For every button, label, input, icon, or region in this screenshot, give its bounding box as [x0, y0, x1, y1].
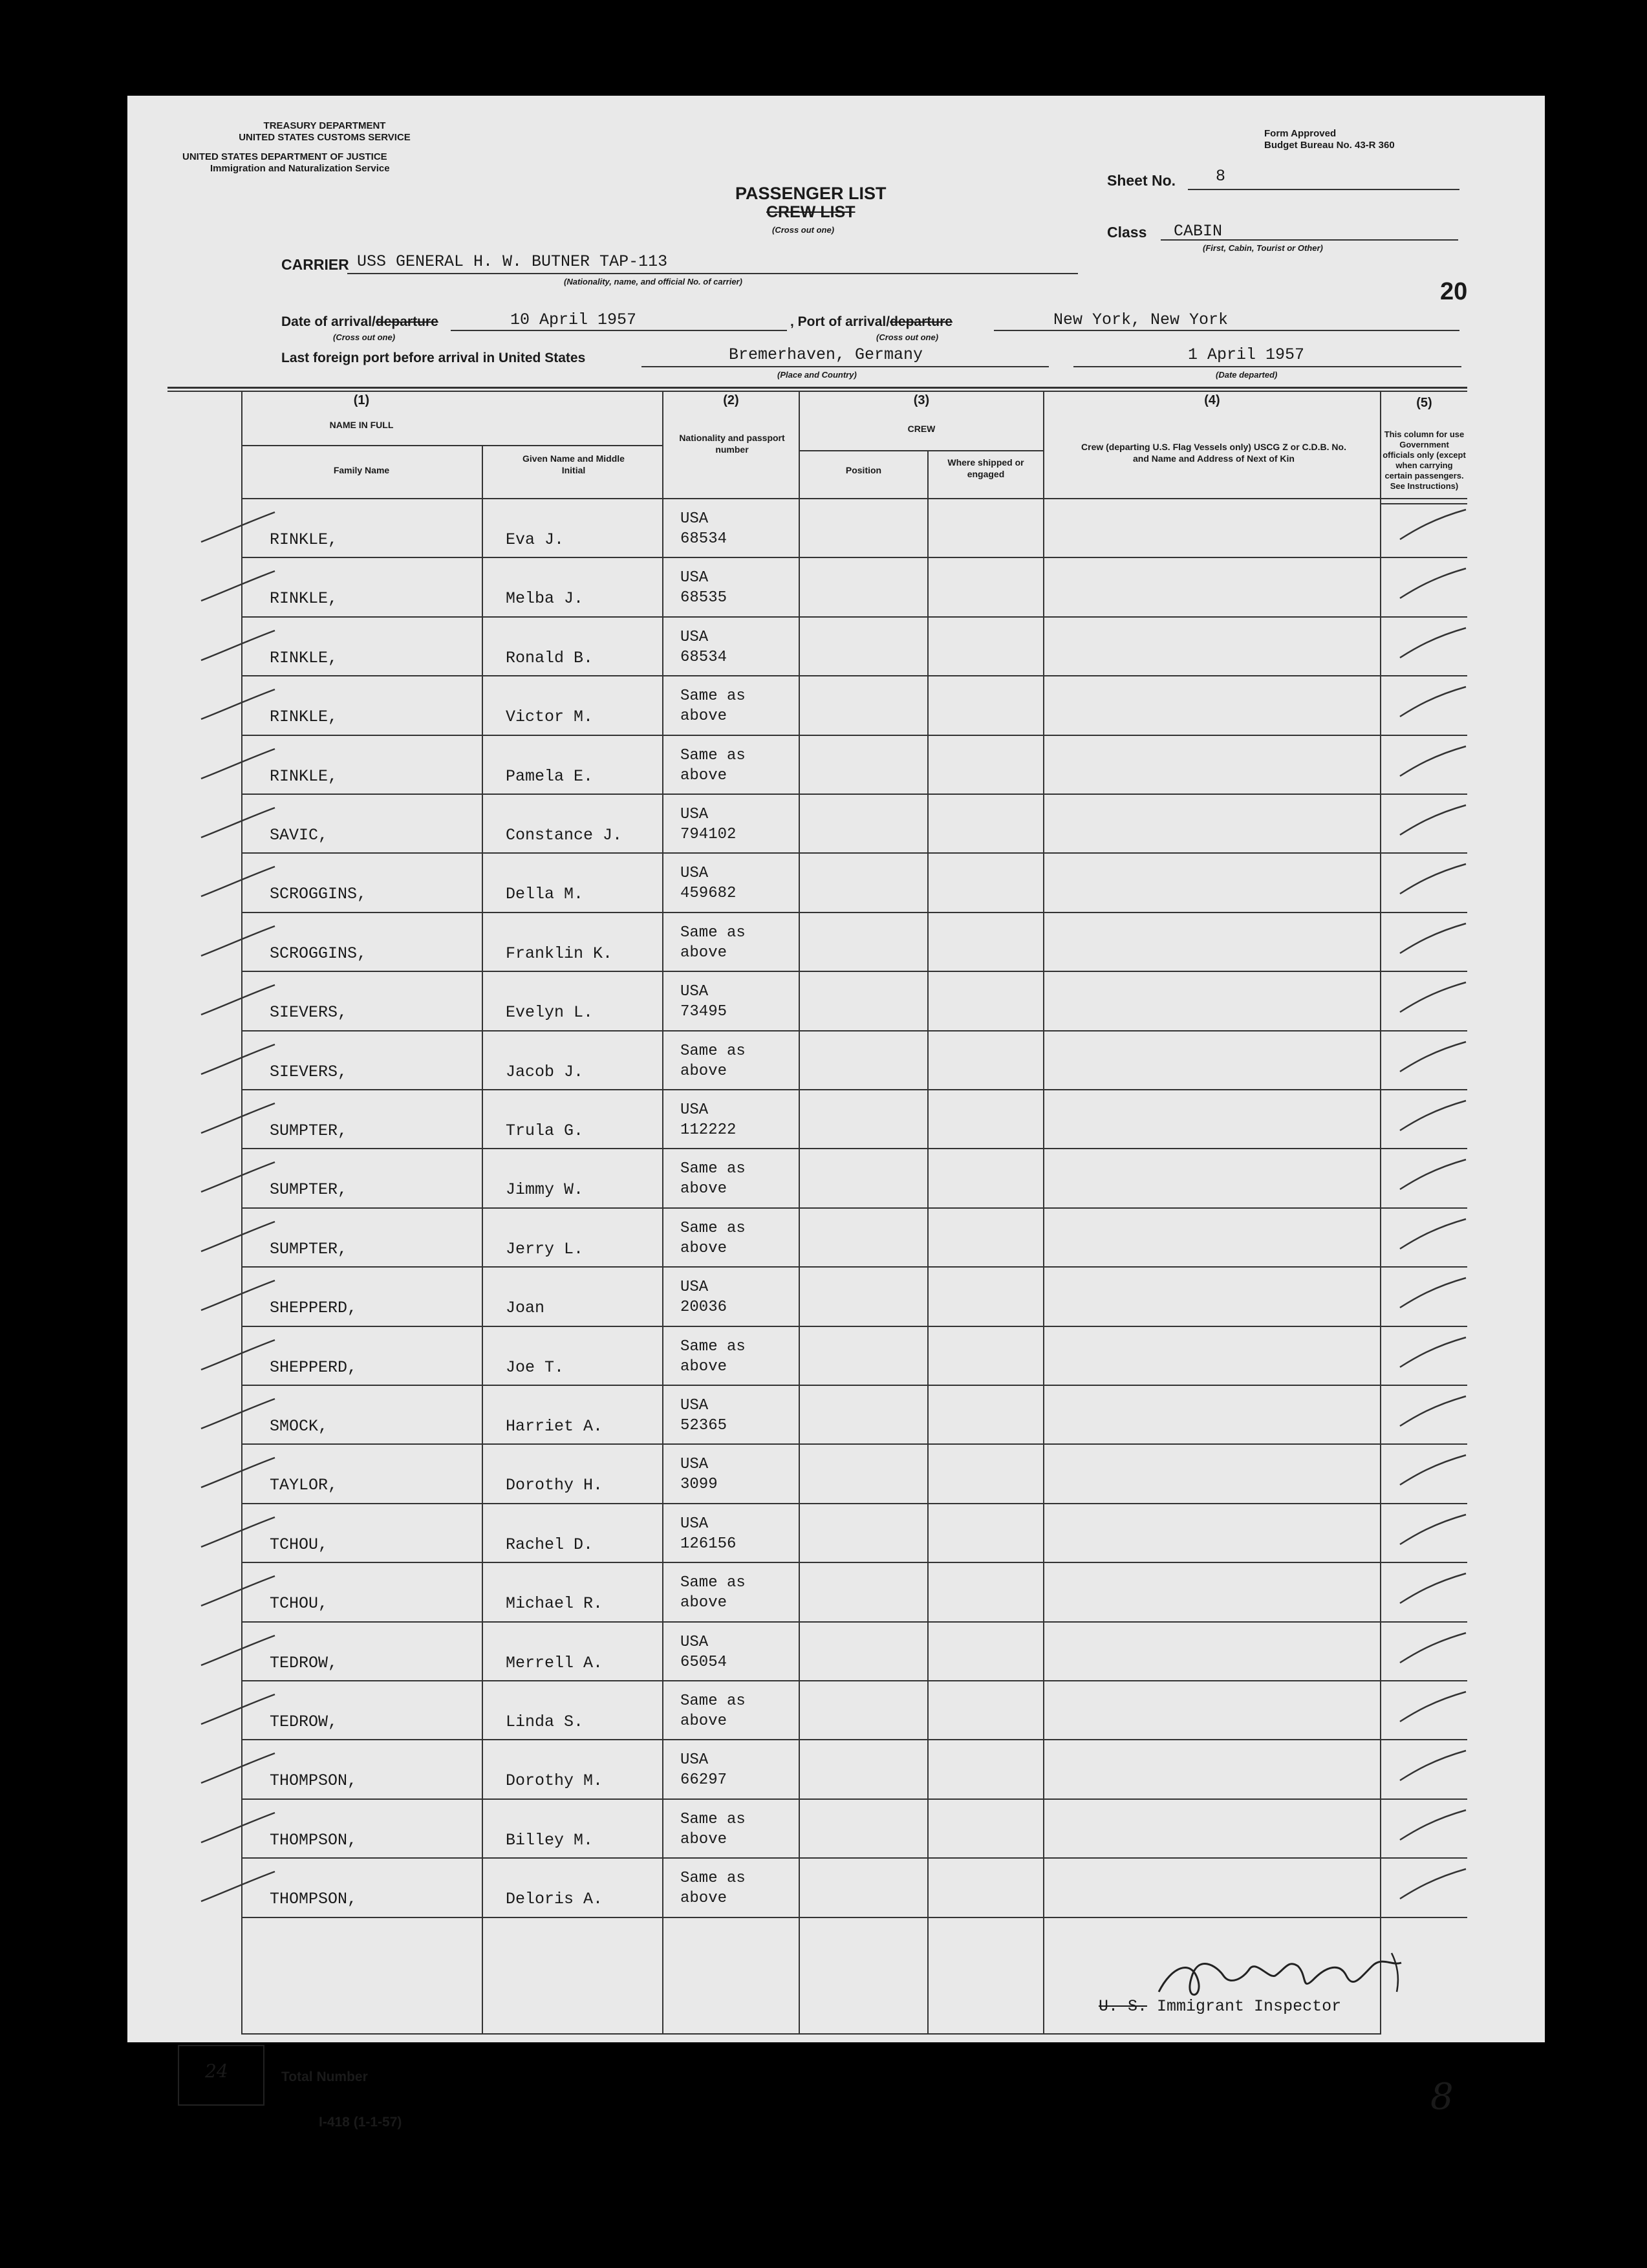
row-divider — [241, 1089, 1467, 1090]
row-divider — [241, 1562, 1467, 1563]
family-name: RINKLE, — [270, 530, 338, 549]
passport-number: 794102 — [680, 826, 737, 843]
page-number: 20 — [1440, 278, 1468, 305]
form-title: PASSENGER LIST — [735, 184, 887, 203]
carrier-hint: (Nationality, name, and official No. of carrier) — [564, 277, 742, 286]
check-mark-icon — [1395, 742, 1472, 781]
col1-number: (1) — [353, 393, 370, 407]
passport-number: 20036 — [680, 1299, 727, 1317]
margin-check-icon — [199, 1335, 276, 1374]
family-name: TAYLOR, — [270, 1476, 338, 1495]
passport-number: above — [680, 1357, 727, 1376]
row-divider — [241, 1326, 1467, 1327]
nationality: Same as — [680, 746, 746, 764]
row-divider — [241, 1207, 1467, 1209]
row-divider — [241, 735, 1467, 736]
margin-check-icon — [199, 1866, 276, 1905]
row-divider — [241, 1443, 1467, 1445]
given-name: Eva J. — [506, 530, 565, 549]
port-value: New York, New York — [1053, 310, 1229, 329]
col4-number: (4) — [1204, 393, 1220, 407]
col3-title: CREW — [907, 424, 936, 434]
nationality: USA — [680, 1751, 709, 1769]
row-divider — [241, 1385, 1467, 1386]
row-divider — [241, 1266, 1467, 1268]
check-mark-icon — [1395, 1274, 1472, 1313]
family-name: THOMPSON, — [270, 1830, 358, 1850]
given-name: Melba J. — [506, 589, 584, 609]
check-mark-icon — [1395, 1156, 1472, 1194]
sheet-value: 8 — [1216, 167, 1226, 186]
col1a-header: Family Name — [333, 465, 390, 475]
check-mark-icon — [1395, 1511, 1472, 1550]
check-mark-icon — [1395, 1097, 1472, 1136]
nationality: Same as — [680, 1870, 746, 1888]
check-mark-icon — [1395, 920, 1472, 958]
margin-check-icon — [199, 803, 276, 841]
row-divider — [241, 1680, 1467, 1681]
family-name: SCROGGINS, — [270, 885, 367, 904]
margin-check-icon — [199, 744, 276, 783]
check-mark-icon — [1395, 1451, 1472, 1490]
family-name: TEDROW, — [270, 1653, 338, 1672]
total-box — [178, 2045, 264, 2106]
departed-value: 1 April 1957 — [1188, 345, 1305, 364]
passport-number: above — [680, 1830, 727, 1848]
col5-number: (5) — [1416, 396, 1432, 410]
carrier-value: USS GENERAL H. W. BUTNER TAP-113 — [357, 252, 668, 271]
given-name: Trula G. — [506, 1121, 584, 1140]
passport-number: 68534 — [680, 648, 727, 666]
nationality: USA — [680, 1279, 709, 1297]
passport-number: above — [680, 1594, 727, 1612]
passport-number: 52365 — [680, 1417, 727, 1434]
family-name: RINKLE, — [270, 766, 338, 786]
margin-check-icon — [199, 507, 276, 546]
family-name: TEDROW, — [270, 1712, 338, 1731]
passport-number: 68534 — [680, 530, 727, 548]
row-divider — [241, 1917, 1467, 1918]
check-mark-icon — [1395, 565, 1472, 603]
margin-check-icon — [199, 1098, 276, 1137]
col3a-header: Position — [845, 465, 882, 475]
family-name: RINKLE, — [270, 648, 338, 667]
arrival-date-hint: (Cross out one) — [333, 332, 396, 342]
nationality: Same as — [680, 1337, 746, 1355]
row-divider — [241, 971, 1467, 972]
agency-customs: UNITED STATES CUSTOMS SERVICE — [239, 132, 411, 143]
margin-check-icon — [199, 1394, 276, 1432]
given-name: Dorothy M. — [506, 1771, 603, 1791]
nationality: USA — [680, 806, 709, 823]
margin-check-icon — [199, 921, 276, 960]
row-divider — [241, 1621, 1467, 1623]
port-hint: (Cross out one) — [876, 332, 939, 342]
margin-check-icon — [199, 980, 276, 1019]
col4-header: Crew (departing U.S. Flag Vessels only) USCG Z or C.D.B. No. and Name and Address of Next of Kin — [1081, 442, 1346, 464]
arrival-date-label: Date of arrival/departure — [281, 314, 438, 329]
passport-number: 68535 — [680, 589, 727, 607]
row-divider — [241, 794, 1467, 795]
given-name: Rachel D. — [506, 1535, 594, 1554]
nationality: USA — [680, 1397, 709, 1414]
agency-ins: Immigration and Naturalization Service — [210, 163, 390, 174]
arrival-date-value: 10 April 1957 — [510, 310, 637, 329]
family-name: SUMPTER, — [270, 1239, 348, 1258]
check-mark-icon — [1395, 1215, 1472, 1254]
given-name: Harriet A. — [506, 1417, 603, 1436]
passport-number: above — [680, 1712, 727, 1730]
margin-check-icon — [199, 1275, 276, 1314]
lastport-hint: (Place and Country) — [777, 370, 857, 380]
nationality: Same as — [680, 1042, 746, 1060]
family-name: SAVIC, — [270, 826, 328, 845]
check-mark-icon — [1395, 801, 1472, 840]
nationality: USA — [680, 569, 709, 587]
check-mark-icon — [1395, 1392, 1472, 1431]
passport-number: 3099 — [680, 1476, 718, 1494]
check-mark-icon — [1395, 1688, 1472, 1727]
carrier-label: CARRIER — [281, 256, 349, 273]
check-mark-icon — [1395, 1038, 1472, 1077]
row-divider — [241, 616, 1467, 618]
col1b-header: Given Name and Middle Initial — [522, 453, 625, 475]
given-name: Jimmy W. — [506, 1180, 584, 1200]
given-name: Evelyn L. — [506, 1003, 594, 1022]
given-name: Jerry L. — [506, 1239, 584, 1258]
check-mark-icon — [1395, 860, 1472, 899]
col1-title: NAME IN FULL — [329, 420, 394, 430]
lastport-label: Last foreign port before arrival in United States — [281, 351, 586, 365]
margin-check-icon — [199, 1512, 276, 1551]
form-approved: Form Approved — [1264, 128, 1337, 139]
check-mark-icon — [1395, 1806, 1472, 1845]
margin-check-icon — [199, 1571, 276, 1610]
family-name: SHEPPERD, — [270, 1357, 358, 1377]
margin-check-icon — [199, 1748, 276, 1787]
nationality: USA — [680, 1456, 709, 1474]
passport-number: 65054 — [680, 1653, 727, 1671]
nationality: Same as — [680, 1810, 746, 1828]
col2-header: Nationality and passport number — [679, 433, 785, 455]
col3b-header: Where shipped or engaged — [947, 457, 1024, 479]
check-mark-icon — [1395, 1629, 1472, 1668]
row-divider — [241, 557, 1467, 558]
agency-justice: UNITED STATES DEPARTMENT OF JUSTICE — [182, 151, 387, 162]
passport-number: above — [680, 766, 727, 784]
nationality: USA — [680, 628, 709, 646]
passport-number: 66297 — [680, 1771, 727, 1789]
nationality: USA — [680, 983, 709, 1001]
passport-number: above — [680, 944, 727, 962]
family-name: SMOCK, — [270, 1417, 328, 1436]
handwritten-page-number: 8 — [1430, 2076, 1454, 2118]
inspector-signature — [1146, 1940, 1424, 2011]
family-name: RINKLE, — [270, 589, 338, 609]
row-divider — [241, 1030, 1467, 1031]
row-divider — [241, 1148, 1467, 1149]
total-label: Total Number — [281, 2069, 368, 2084]
family-name: SCROGGINS, — [270, 944, 367, 963]
given-name: Linda S. — [506, 1712, 584, 1731]
margin-check-icon — [199, 625, 276, 664]
passport-number: above — [680, 1890, 727, 1908]
class-value: CABIN — [1174, 222, 1223, 241]
row-divider — [241, 1503, 1467, 1504]
given-name: Victor M. — [506, 707, 594, 727]
passport-number: 112222 — [680, 1121, 737, 1139]
class-hint: (First, Cabin, Tourist or Other) — [1203, 243, 1323, 253]
margin-check-icon — [199, 861, 276, 900]
family-name: SIEVERS, — [270, 1003, 348, 1022]
family-name: SHEPPERD, — [270, 1299, 358, 1318]
row-divider — [241, 1739, 1467, 1740]
sheet-label: Sheet No. — [1107, 172, 1176, 189]
given-name: Deloris A. — [506, 1890, 603, 1909]
family-name: SUMPTER, — [270, 1121, 348, 1140]
margin-check-icon — [199, 1453, 276, 1491]
budget-bureau: Budget Bureau No. 43-R 360 — [1264, 140, 1395, 151]
passport-number: above — [680, 1180, 727, 1198]
class-label: Class — [1107, 224, 1147, 241]
family-name: RINKLE, — [270, 707, 338, 727]
form-sheet — [127, 96, 1545, 2130]
row-divider — [241, 852, 1467, 854]
nationality: USA — [680, 1101, 709, 1119]
nationality: USA — [680, 510, 709, 528]
nationality: Same as — [680, 1574, 746, 1592]
given-name: Dorothy H. — [506, 1476, 603, 1495]
inspector-label: U. S. Immigrant Inspector — [1099, 1997, 1342, 2016]
check-mark-icon — [1395, 1747, 1472, 1786]
nationality: USA — [680, 1633, 709, 1651]
margin-check-icon — [199, 1216, 276, 1255]
check-mark-icon — [1395, 683, 1472, 722]
margin-check-icon — [199, 1157, 276, 1196]
given-name: Della M. — [506, 885, 584, 904]
title-hint: (Cross out one) — [772, 225, 835, 235]
col5-header: This column for use Government officials only (except when carrying certain passengers. See Instructions) — [1383, 429, 1466, 491]
check-mark-icon — [1395, 624, 1472, 663]
family-name: SIEVERS, — [270, 1062, 348, 1081]
given-name: Constance J. — [506, 826, 623, 845]
given-name: Joe T. — [506, 1357, 565, 1377]
nationality: Same as — [680, 1160, 746, 1178]
given-name: Billey M. — [506, 1830, 594, 1850]
margin-check-icon — [199, 566, 276, 605]
nationality: Same as — [680, 1219, 746, 1237]
family-name: SUMPTER, — [270, 1180, 348, 1200]
passport-number: above — [680, 707, 727, 726]
margin-check-icon — [199, 1039, 276, 1078]
given-name: Franklin K. — [506, 944, 613, 963]
given-name: Ronald B. — [506, 648, 594, 667]
nationality: Same as — [680, 923, 746, 942]
port-label: , Port of arrival/departure — [790, 314, 953, 329]
margin-check-icon — [199, 1689, 276, 1728]
col2-number: (2) — [723, 393, 739, 407]
form-title-crossed: CREW LIST — [766, 203, 856, 221]
family-name: TCHOU, — [270, 1535, 328, 1554]
nationality: USA — [680, 865, 709, 883]
family-name: THOMPSON, — [270, 1890, 358, 1909]
form-number: I-418 (1-1-57) — [319, 2115, 402, 2130]
row-divider — [241, 1798, 1467, 1800]
given-name: Joan — [506, 1299, 545, 1318]
row-divider — [241, 912, 1467, 913]
passport-number: above — [680, 1239, 727, 1257]
check-mark-icon — [1395, 978, 1472, 1017]
given-name: Pamela E. — [506, 766, 594, 786]
col3-number: (3) — [913, 393, 930, 407]
total-value: 24 — [205, 2060, 228, 2082]
row-divider — [241, 675, 1467, 676]
margin-check-icon — [199, 684, 276, 723]
check-mark-icon — [1395, 1570, 1472, 1608]
lastport-value: Bremerhaven, Germany — [729, 345, 923, 364]
given-name: Jacob J. — [506, 1062, 584, 1081]
nationality: Same as — [680, 687, 746, 706]
row-divider — [241, 1857, 1467, 1859]
passport-number: above — [680, 1062, 727, 1080]
given-name: Michael R. — [506, 1594, 603, 1614]
departed-hint: (Date departed) — [1216, 370, 1278, 380]
margin-check-icon — [199, 1808, 276, 1846]
margin-check-icon — [199, 1630, 276, 1669]
agency-treasury: TREASURY DEPARTMENT — [263, 120, 386, 131]
passport-number: 73495 — [680, 1003, 727, 1021]
passport-number: 126156 — [680, 1535, 737, 1553]
family-name: TCHOU, — [270, 1594, 328, 1614]
nationality: Same as — [680, 1692, 746, 1710]
nationality: USA — [680, 1515, 709, 1533]
family-name: THOMPSON, — [270, 1771, 358, 1791]
given-name: Merrell A. — [506, 1653, 603, 1672]
check-mark-icon — [1395, 506, 1472, 545]
check-mark-icon — [1395, 1865, 1472, 1904]
check-mark-icon — [1395, 1334, 1472, 1372]
passport-number: 459682 — [680, 885, 737, 903]
